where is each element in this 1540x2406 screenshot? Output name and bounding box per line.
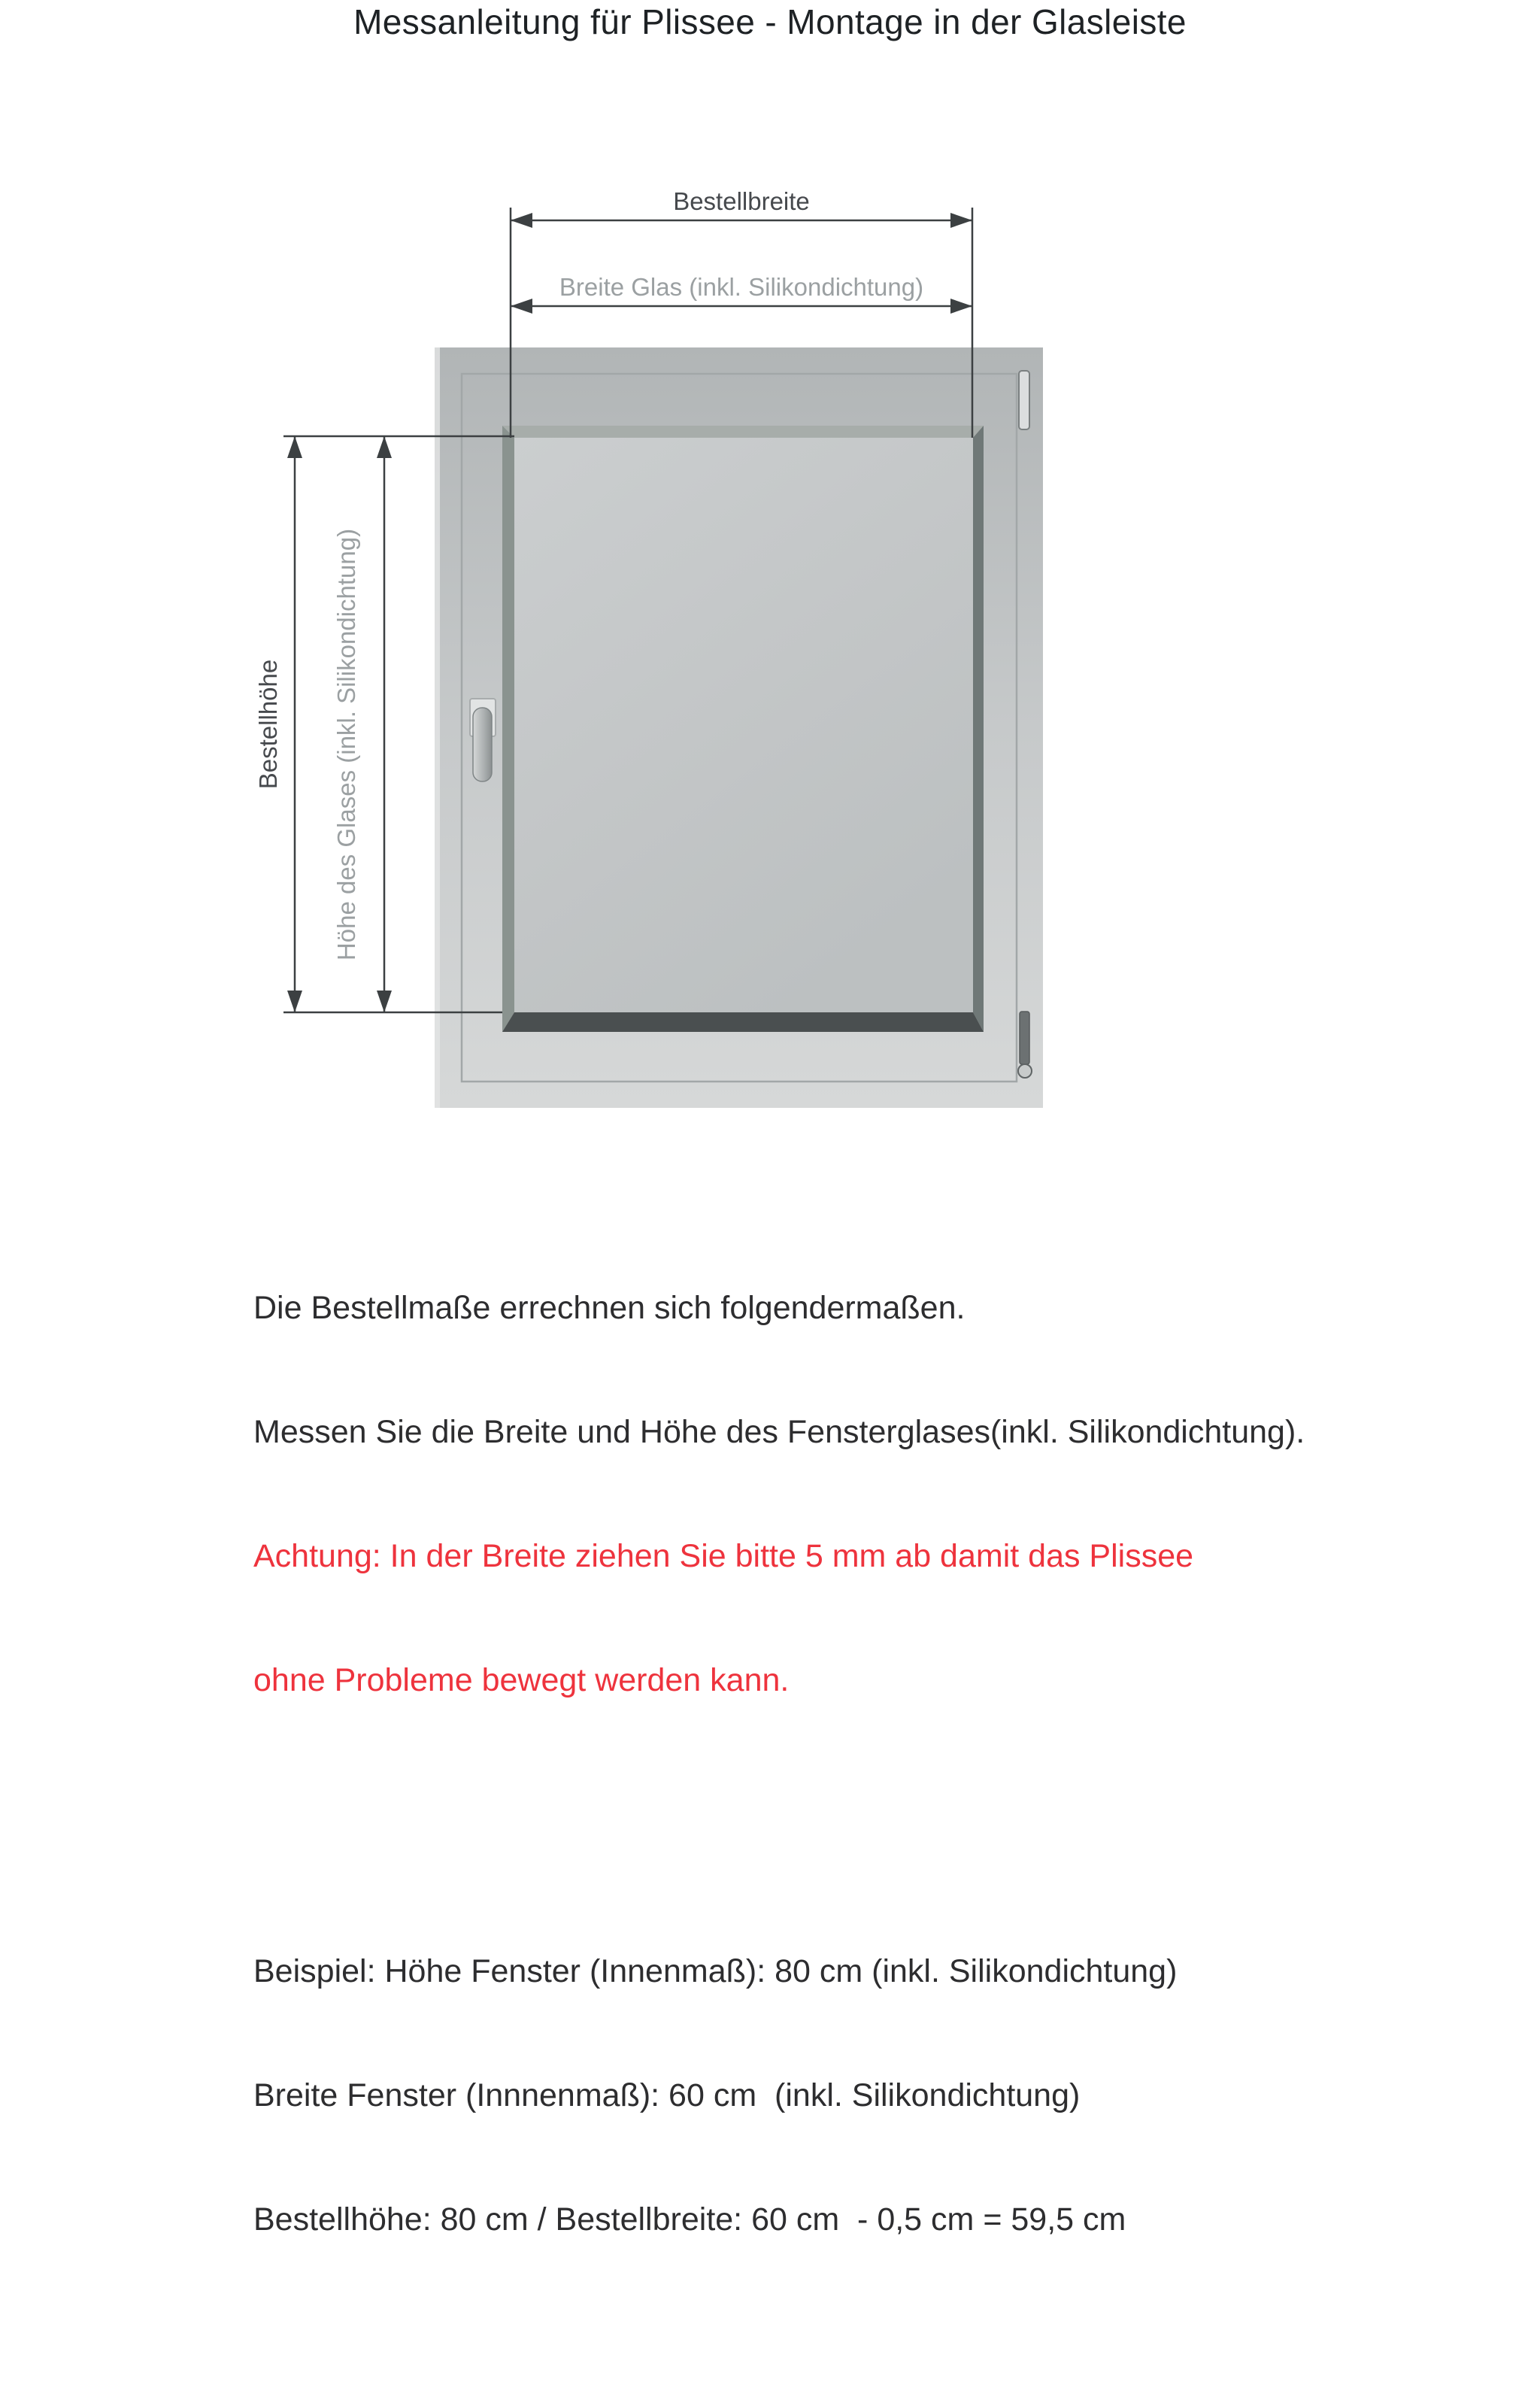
label-breite-glas: Breite Glas (inkl. Silikondichtung) — [559, 273, 924, 301]
label-bestellbreite: Bestellbreite — [673, 187, 810, 215]
hinge-bottom-right — [1018, 1012, 1032, 1078]
example-line3: Bestellhöhe: 80 cm / Bestellbreite: 60 cm - 0,5 cm = 59,5 cm — [253, 2201, 1126, 2238]
window-frame-highlight — [435, 347, 440, 1108]
hinge-top-right — [1019, 371, 1029, 429]
glass-bead-top — [502, 426, 984, 438]
window-handle — [470, 699, 496, 781]
instruction-intro-line2: Messen Sie die Breite und Höhe des Fensterglases(inkl. Silikondichtung). — [253, 1414, 1305, 1450]
window-measurement-diagram — [0, 0, 1540, 1188]
glass-pane — [514, 438, 973, 1012]
instruction-intro-line1: Die Bestellmaße errechnen sich folgendermaßen. — [253, 1290, 966, 1326]
example-line1: Beispiel: Höhe Fenster (Innenmaß): 80 cm (inkl. Silikondichtung) — [253, 1953, 1178, 1989]
page-title: Messanleitung für Plissee - Montage in der Glasleiste — [353, 2, 1187, 41]
instruction-text-block — [253, 1205, 1502, 2406]
glass-bead-bottom-sill — [502, 1012, 984, 1032]
label-hoehe-glas: Höhe des Glases (inkl. Silikondichtung) — [332, 528, 360, 961]
window-illustration — [435, 347, 1043, 1108]
example-block — [253, 1868, 1502, 2323]
label-bestellhoehe: Bestellhöhe — [254, 659, 282, 790]
glass-bead-right — [973, 426, 984, 1032]
instruction-warning-line1: Achtung: In der Breite ziehen Sie bitte 5 mm ab damit das Plissee — [253, 1538, 1194, 1574]
example-line2: Breite Fenster (Innnenmaß): 60 cm (inkl. Silikondichtung) — [253, 2077, 1081, 2113]
instruction-warning-line2: ohne Probleme bewegt werden kann. — [253, 1662, 790, 1698]
glass-bead-left — [502, 426, 514, 1032]
